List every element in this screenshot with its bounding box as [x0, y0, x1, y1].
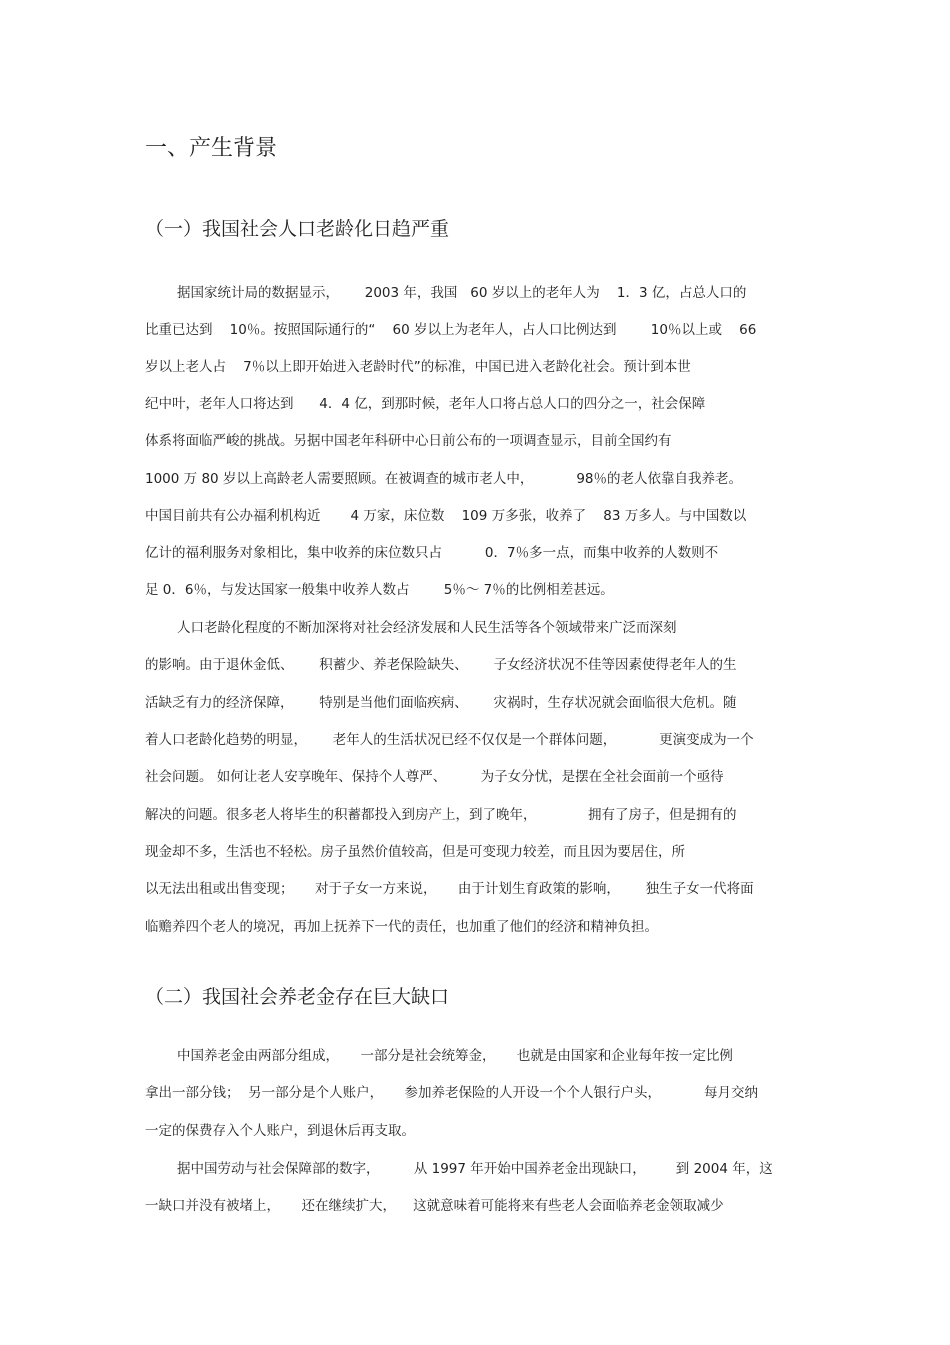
- paragraph-line: 亿计的福利服务对象相比，集中收养的床位数只占 0．7％多一点，而集中收养的人数则不: [145, 545, 719, 561]
- paragraph-line: 的影响。由于退休金低、 积蓄少、养老保险缺失、 子女经济状况不佳等因素使得老年人的生: [145, 657, 737, 673]
- paragraph-line: 据国家统计局的数据显示， 2003 年，我国 60 岁以上的老年人为 1．3 亿，占总人口的: [177, 285, 747, 301]
- paragraph-line: 着人口老龄化趋势的明显， 老年人的生活状况已经不仅仅是一个群体问题， 更演变成为一个: [145, 732, 754, 748]
- paragraph-line: 中国目前共有公办福利机构近 4 万家，床位数 109 万多张，收养了 83 万多人。与中国数以: [145, 508, 747, 524]
- paragraph-line: 一定的保费存入个人账户，到退休后再支取。: [145, 1123, 415, 1139]
- paragraph-line: 足 0．6％，与发达国家一般集中收养人数占 5％～ 7％的比例相差甚远。: [145, 582, 614, 598]
- paragraph-line: 比重已达到 10％。按照国际通行的“ 60 岁以上为老年人，占人口比例达到 10％以上或 66: [145, 322, 757, 338]
- paragraph-line: 临赡养四个老人的境况，再加上抚养下一代的责任，也加重了他们的经济和精神负担。: [145, 919, 658, 935]
- paragraph-line: 体系将面临严峻的挑战。另据中国老年科研中心日前公布的一项调查显示，目前全国约有: [145, 433, 672, 449]
- paragraph-line: 解决的问题。很多老人将毕生的积蓄都投入到房产上，到了晚年， 拥有了房子，但是拥有的: [145, 807, 737, 823]
- paragraph-line: 岁以上老人占 7％以上即开始进入老龄时代”的标准，中国已进入老龄化社会。预计到本世: [145, 359, 691, 375]
- paragraph-line: 现金却不多，生活也不轻松。房子虽然价值较高，但是可变现力较差，而且因为要居住，所: [145, 844, 685, 860]
- paragraph-line: 社会问题。 如何让老人安享晚年、保持个人尊严、 为子女分忧，是摆在全社会面前一个亟待: [145, 769, 724, 785]
- paragraph-line: 以无法出租或出售变现； 对于子女一方来说， 由于计划生育政策的影响， 独生子女一代将面: [145, 881, 754, 897]
- paragraph-line: 1000 万 80 岁以上高龄老人需要照顾。在被调查的城市老人中， 98％的老人依靠自我养老。: [145, 471, 742, 487]
- paragraph-line: 活缺乏有力的经济保障， 特别是当他们面临疾病、 灾祸时，生存状况就会面临很大危机。随: [145, 695, 737, 711]
- subsection-title-1: （一）我国社会人口老龄化日趋严重: [145, 218, 450, 240]
- paragraph-line: 拿出一部分钱； 另一部分是个人账户， 参加养老保险的人开设一个个人银行户头， 每月交纳: [145, 1085, 758, 1101]
- paragraph-line: 据中国劳动与社会保障部的数字， 从 1997 年开始中国养老金出现缺口， 到 2004 年，这: [177, 1161, 773, 1177]
- paragraph-line: 人口老龄化程度的不断加深将对社会经济发展和人民生活等各个领域带来广泛而深刻: [177, 620, 677, 636]
- subsection-title-2: （二）我国社会养老金存在巨大缺口: [145, 986, 450, 1008]
- section-heading: 一、产生背景: [145, 136, 278, 161]
- paragraph-line: 中国养老金由两部分组成， 一部分是社会统筹金， 也就是由国家和企业每年按一定比例: [177, 1048, 733, 1064]
- paragraph-line: 纪中叶，老年人口将达到 4．4 亿，到那时候，老年人口将占总人口的四分之一，社会保障: [145, 396, 706, 412]
- paragraph-line: 一缺口并没有被堵上， 还在继续扩大， 这就意味着可能将来有些老人会面临养老金领取减少: [145, 1198, 724, 1214]
